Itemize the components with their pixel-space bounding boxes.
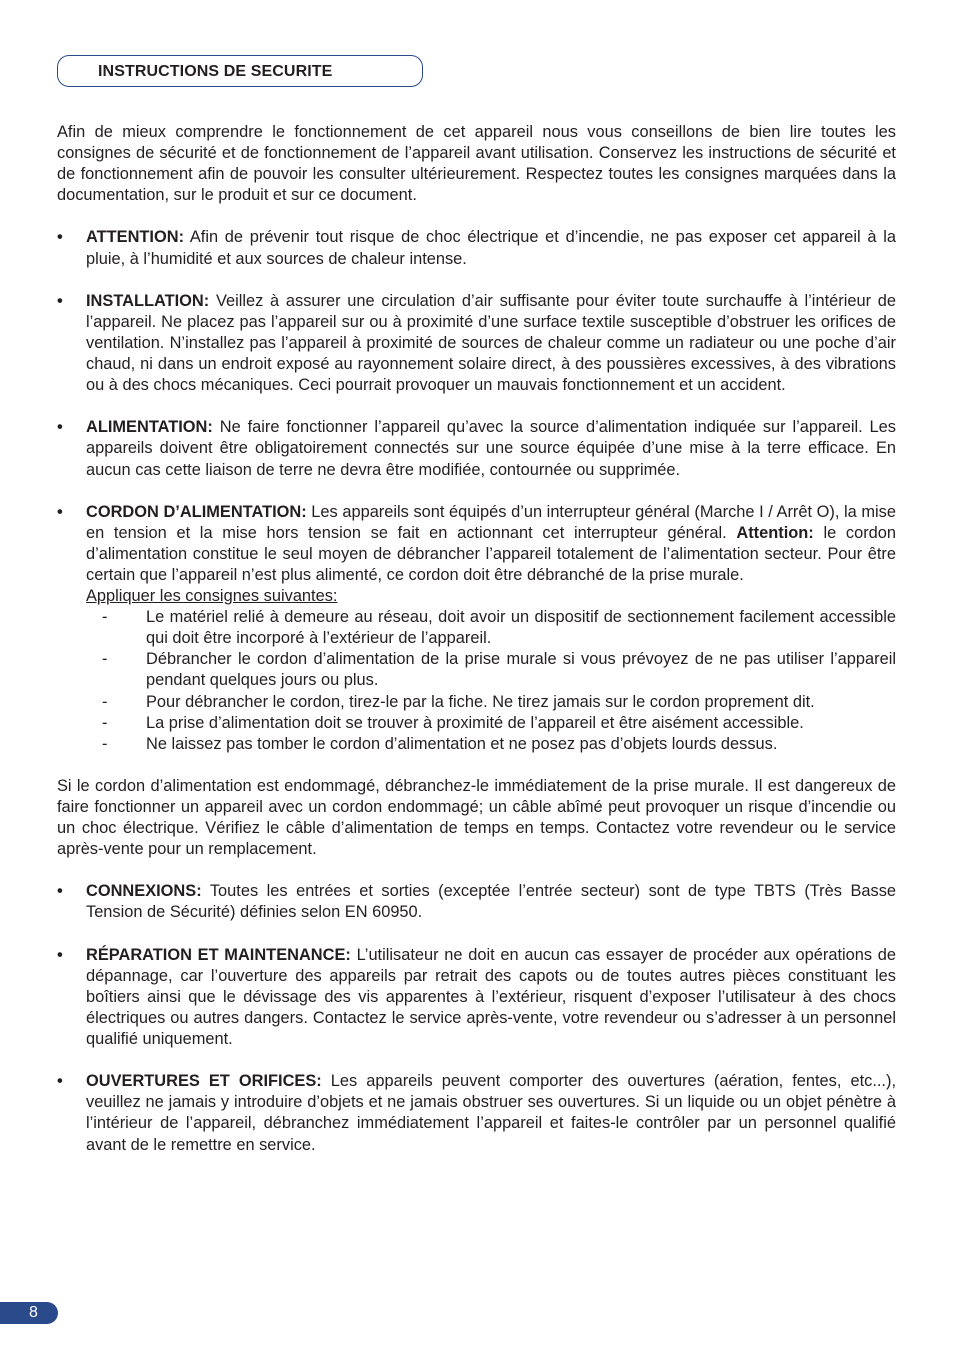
section-header xyxy=(57,55,423,87)
page-number-tab xyxy=(0,1302,58,1324)
installation-text: Veillez à assurer une circulation d’air suffisante pour éviter toute surchauffe à l’intérieur de l’appareil. Ne placez pas l’appareil sur ou à proximité d’une surface textile susceptible d’obstruer les orifices de ventilation. N’installez pas l’appareil à proximité de sources de chaleur comme un radiateur ou une poche d’air chaud, ni dans un endroit exposé au rayonnement solaire direct, à des poussières excessives, à des vibrations ou à des chocs mécaniques. Ceci pourrait provoquer un mauvais fonctionnement et un accident. xyxy=(86,291,896,395)
cordon-rules-list xyxy=(86,607,896,755)
damaged-cord-paragraph: Si le cordon d’alimentation est endommagé, débranchez-le immédiatement de la prise murale. Il est dangereux de faire fonctionner un appareil avec un cordon endommagé; un câble abîmé peut provoquer un risque d’incendie ou un choc électrique. Vérifiez le câble d’alimentation de temps en temps. Contactez votre revendeur ou le service après-vente pour un remplacement. xyxy=(57,776,896,859)
cordon-text-2: le cordon d’alimentation constitue le seul moyen de débrancher l’appareil totalement de l’alimentation secteur. Pour être certain que l’appareil n’est plus alimenté, ce cordon doit être débranché de la prise murale. xyxy=(86,523,897,584)
reparation-label: RÉPARATION ET MAINTENANCE: xyxy=(86,945,351,964)
document-body xyxy=(57,122,896,1177)
alimentation-text: Ne faire fonctionner l’appareil qu’avec la source d’alimentation indiquée sur l’appareil. Les appareils doivent être obligatoirement connectés sur une source équipée d’une mise à la terre efficace. En aucun cas cette liaison de terre ne devra être modifiée, contournée ou supprimée. xyxy=(86,418,896,479)
reparation-text: L’utilisateur ne doit en aucun cas essayer de procéder aux opérations de dépannage, car l’ouverture des appareils par retrait des capots ou de toutes autres pièces constituant les boîtiers ainsi que le dévissage des vis apparentes à l’extérieur, risquent d’exposer l’utilisateur à des chocs électriques ou autres dangers. Contactez le service après-vente, votre revendeur ou s’adresser à un personnel qualifié uniquement. xyxy=(86,945,897,1049)
cordon-item xyxy=(57,502,896,755)
installation-label: INSTALLATION: xyxy=(86,291,210,310)
connexions-text: Toutes les entrées et sorties (exceptée l’entrée secteur) sont de type TBTS (Très Basse Tension de Sécurité) définies selon EN 60950. xyxy=(86,882,896,922)
connexions-label: CONNEXIONS: xyxy=(86,882,202,901)
rule-text: La prise d’alimentation doit se trouver à proximité de l’appareil et être aisément accessible. xyxy=(146,713,804,732)
attention-label: ATTENTION: xyxy=(86,228,185,247)
bullet-icon: • xyxy=(57,502,63,521)
dash-icon: - xyxy=(102,608,108,627)
bullet-icon: • xyxy=(57,945,63,964)
rule-text: Le matériel relié à demeure au réseau, doit avoir un dispositif de sectionnement facilement accessible qui doit être incorporé à l’extérieur de l’appareil. xyxy=(146,608,896,648)
attention-text: Afin de prévenir tout risque de choc électrique et d’incendie, ne pas exposer cet appareil à la pluie, à l’humidité et aux sources de chaleur intense. xyxy=(86,228,896,268)
page-number: 8 xyxy=(29,1304,38,1321)
bullet-icon: • xyxy=(57,418,63,437)
rule-text: Débrancher le cordon d’alimentation de la prise murale si vous prévoyez de ne pas utiliser l’appareil pendant quelques jours ou plus. xyxy=(146,650,896,690)
bullet-icon: • xyxy=(57,882,63,901)
ouvertures-label: OUVERTURES ET ORIFICES: xyxy=(86,1072,322,1091)
dash-icon: - xyxy=(102,650,108,669)
list-item xyxy=(86,734,896,755)
alimentation-label: ALIMENTATION: xyxy=(86,418,213,437)
dash-icon: - xyxy=(102,713,108,732)
dash-icon: - xyxy=(102,692,108,711)
rules-heading: Appliquer les consignes suivantes: xyxy=(86,587,338,606)
section-title: INSTRUCTIONS DE SECURITE xyxy=(98,63,333,80)
bullet-icon: • xyxy=(57,228,63,247)
list-item xyxy=(86,692,896,713)
reparation-item xyxy=(57,945,896,1050)
rule-text: Ne laissez pas tomber le cordon d’alimentation et ne posez pas d’objets lourds dessus. xyxy=(146,734,778,753)
bullet-icon: • xyxy=(57,291,63,310)
connexions-item xyxy=(57,881,896,923)
attention-item xyxy=(57,227,896,269)
rule-text: Pour débrancher le cordon, tirez-le par la fiche. Ne tirez jamais sur le cordon proprement dit. xyxy=(146,692,815,711)
dash-icon: - xyxy=(102,734,108,753)
cordon-attention-label: Attention: xyxy=(736,523,814,542)
alimentation-item xyxy=(57,417,896,480)
bullet-icon: • xyxy=(57,1072,63,1091)
installation-item xyxy=(57,291,896,396)
cordon-label: CORDON D’ALIMENTATION: xyxy=(86,502,307,521)
list-item xyxy=(86,713,896,734)
ouvertures-item xyxy=(57,1071,896,1155)
list-item xyxy=(86,649,896,691)
list-item xyxy=(86,607,896,649)
ouvertures-text: Les appareils peuvent comporter des ouvertures (aération, fentes, etc...), veuillez ne jamais y introduire d’objets et ne jamais obstruer ses ouvertures. Si un liquide ou un objet pénètre à l’intérieur de l’appareil, débranchez immédiatement l’appareil et faites-le contrôler par un personnel qualifié avant de le remettre en service. xyxy=(86,1072,896,1154)
intro-paragraph: Afin de mieux comprendre le fonctionnement de cet appareil nous vous conseillons de bien lire toutes les consignes de sécurité et de fonctionnement de l’appareil avant utilisation. Conservez les instructions de sécurité et de fonctionnement afin de pouvoir les consulter ultérieurement. Respectez toutes les consignes marquées dans la documentation, sur le produit et sur ce document. xyxy=(57,123,896,205)
cordon-text-1: Les appareils sont équipés d’un interrupteur général (Marche I / Arrêt O), la mise en tension et la mise hors tension se fait en actionnant cet interrupteur général. xyxy=(86,502,896,542)
